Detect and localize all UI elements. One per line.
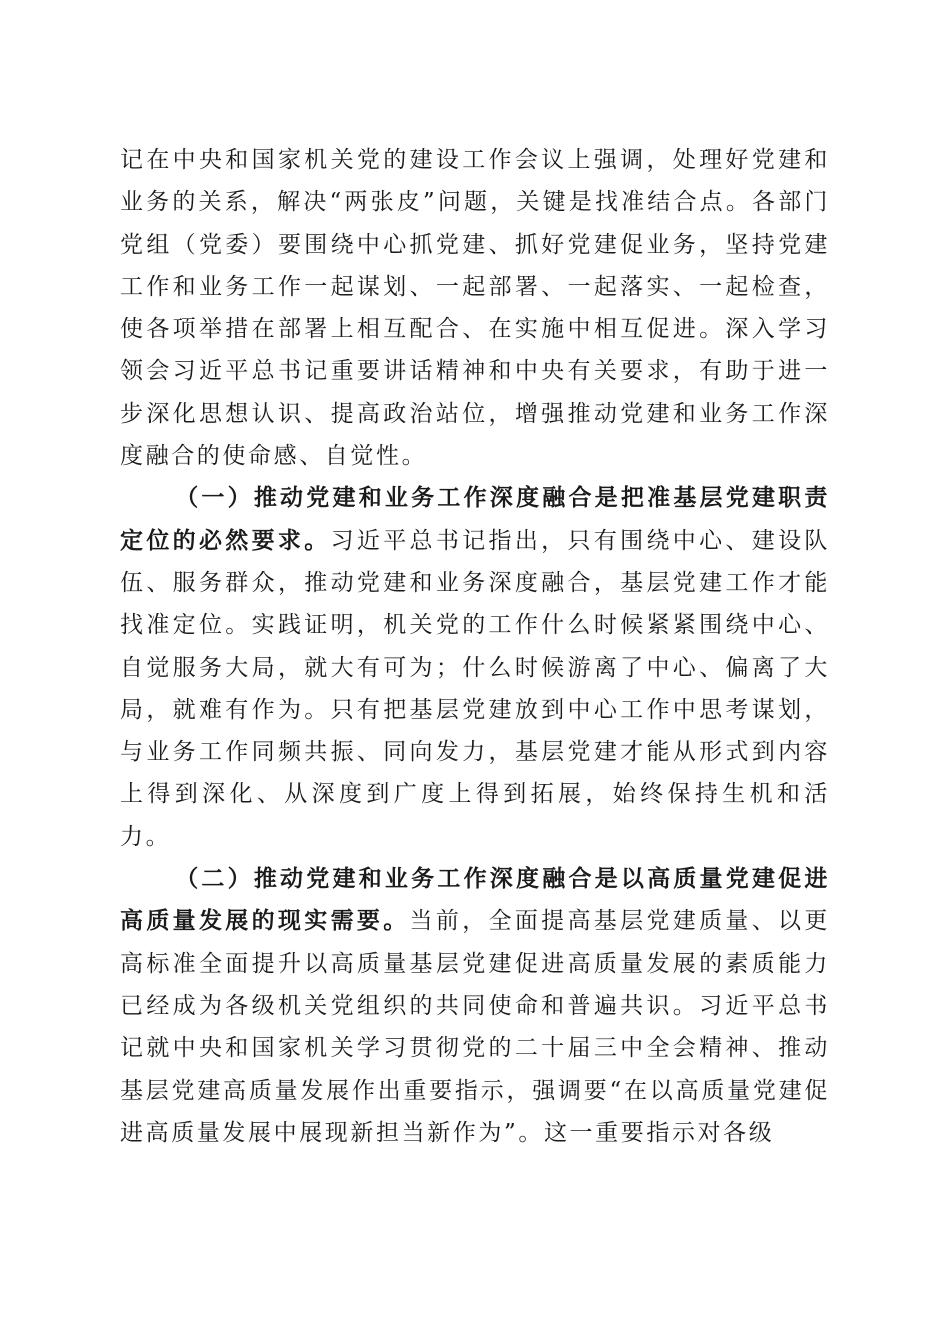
section-2-body: 当前，全面提高基层党建质量、以更高标准全面提升以高质量基层党建促进高质量发展的素质能力已经成为各级机关党组织的共同使命和普遍共识。习近平总书记就中央和国家机关学习贯彻党的二十届三中全会精神、推动基层党建高质量发展作出重要指示，强调要“在以高质量党建促进高质量发展中展现新担当新作为”。这一重要指示对各级 — [120, 908, 830, 1146]
paragraph-section-2 — [120, 858, 830, 1154]
paragraph-intro — [120, 139, 830, 477]
section-1-heading: （一）推动党建和业务工作深度融合是把准基层党建职责定位的必然要求。 — [120, 484, 830, 554]
document-page — [120, 139, 830, 1154]
section-1-body: 习近平总书记指出，只有围绕中心、建设队伍、服务群众，推动党建和业务深度融合，基层党建工作才能找准定位。实践证明，机关党的工作什么时候紧紧围绕中心、自觉服务大局，就大有可为；什么时候游离了中心、偏离了大局，就难有作为。只有把基层党建放到中心工作中思考谋划，与业务工作同频共振、同向发力，基层党建才能从形式到内容上得到深化、从深度到广度上得到拓展，始终保持生机和活力。 — [120, 527, 830, 850]
section-2-heading: （二）推动党建和业务工作深度融合是以高质量党建促进高质量发展的现实需要。 — [120, 865, 830, 935]
paragraph-intro-text: 记在中央和国家机关党的建设工作会议上强调，处理好党建和业务的关系，解决“两张皮”问题，关键是找准结合点。各部门党组（党委）要围绕中心抓党建、抓好党建促业务，坚持党建工作和业务工作一起谋划、一起部署、一起落实、一起检查，使各项举措在部署上相互配合、在实施中相互促进。深入学习领会习近平总书记重要讲话精神和中央有关要求，有助于进一步深化思想认识、提高政治站位，增强推动党建和业务工作深度融合的使命感、自觉性。 — [120, 147, 830, 470]
paragraph-section-1 — [120, 477, 830, 858]
